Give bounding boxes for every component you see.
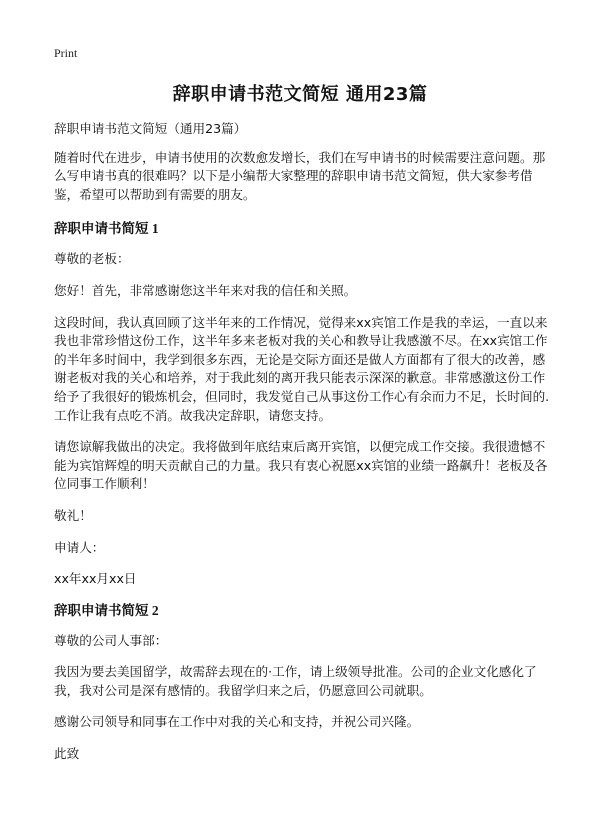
section-1-salutation: 尊敬的老板： [54,251,130,267]
section-1-date: xx年xx月xx日 [54,571,137,587]
section-1-paragraph-2: 这段时间，我认真回顾了这半年来的工作情况，觉得来xx宾馆工作是我的幸运，一直以来我也非常珍惜这份工作，这半年多来老板对我的关心和教导让我感激不尽。在xx宾馆工作的半年多时间中，我学到很多东西，无论是交际方面还是做人方面都有了很大的改善，感谢老板对我的关心和培养，对于我此刻的离开我只能表示深深的歉意。非常感激这份工作给予了我很好的锻炼机会，但同时，我发觉自己从事这份工作心有余而力不足，长时间的.工作让我有点吃不消。故我决定辞职，请您支持。 [54,314,550,423]
section-1-applicant: 申请人： [54,539,105,555]
section-1-closing: 敬礼！ [54,507,92,523]
intro-paragraph: 随着时代在进步，申请书使用的次数愈发增长，我们在写申请书的时候需要注意问题。那么写申请书真的很难吗？以下是小编帮大家整理的辞职申请书范文简短，供大家参考借鉴，希望可以帮助到有需要的朋友。 [54,149,546,202]
section-2-salutation: 尊敬的公司人事部： [54,632,168,648]
page-title: 辞职申请书范文简短 通用23篇 [172,84,428,105]
doc-subtitle: 辞职申请书范文简短（通用23篇） [54,121,247,136]
print-label: Print [54,46,78,60]
section-2-closing: 此致 [54,746,80,762]
section-2-heading: 辞职申请书简短 2 [54,602,159,618]
section-2-paragraph-2: 感谢公司领导和同事在工作中对我的关心和支持，并祝公司兴隆。 [54,714,420,730]
section-2-paragraph-1: 我因为要去美国留学，故需辞去现在的·工作，请上级领导批准。公司的企业文化感化了我，我对公司是深有感情的。我留学归来之后，仍愿意回公司就职。 [54,664,537,698]
document-body [54,120,552,777]
section-1-paragraph-1: 您好！首先，非常感谢您这半年来对我的信任和关照。 [54,282,357,298]
section-1-heading: 辞职申请书简短 1 [54,221,159,237]
section-1-paragraph-3: 请您谅解我做出的决定。我将做到年底结束后离开宾馆，以便完成工作交接。我很遗憾不能为宾馆辉煌的明天贡献自己的力量。我只有衷心祝愿xx宾馆的业绩一路飙升！老板及各位同事工作顺利！ [54,439,548,492]
